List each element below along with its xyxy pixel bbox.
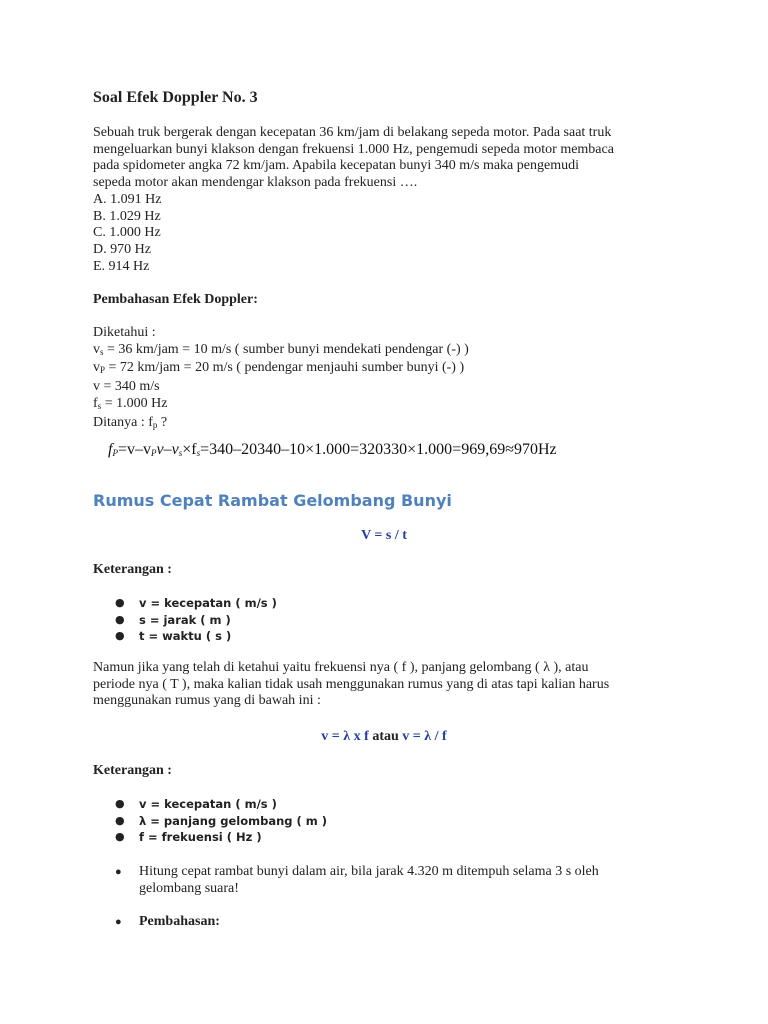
known-values [93,325,683,433]
question-line: sepeda motor akan mendengar klakson pada frekuensi …. [93,175,418,191]
bullet-icon: ● [115,813,125,827]
option-a: A. 1.091 Hz [93,191,162,207]
pembahasan-item: ● Pembahasan: [115,914,220,929]
list-item: ● λ = panjang gelombang ( m ) [115,813,327,828]
list-item: ● f = frekuensi ( Hz ) [115,830,262,845]
keterangan-label-1: Keterangan : [93,562,172,577]
paragraph-line: periode nya ( T ), maka kalian tidak usah menggunakan rumus yang di atas tapi kalian harus [93,676,610,692]
option-c: C. 1.000 Hz [93,225,161,241]
bullet-icon: ● [115,866,122,878]
solution-heading: Pembahasan Efek Doppler: [93,292,258,307]
page-title: Soal Efek Doppler No. 3 [93,89,258,106]
option-b: B. 1.029 Hz [93,208,161,224]
section-heading: Rumus Cepat Rambat Gelombang Bunyi [93,491,452,510]
list-item: ● v = kecepatan ( m/s ) [115,596,277,610]
pembahasan-list [93,914,220,931]
exercise-list [93,864,693,897]
paragraph-line: menggunakan rumus yang di bawah ini : [93,693,321,709]
asked: Ditanya : $f_p$ ? [93,414,168,430]
known-v: v = 340 m/s [93,379,160,395]
bullet-icon: ● [115,612,125,626]
bullet-icon: ● [115,629,125,643]
bullet-icon: ● [115,830,125,844]
question-paragraph [93,125,683,275]
explanation-paragraph [93,660,683,710]
option-d: D. 970 Hz [93,241,151,257]
question-line: Sebuah truk bergerak dengan kecepatan 36 km/jam di belakang sepeda motor. Pada saat truk [93,125,612,140]
keterangan-label-2: Keterangan : [93,763,172,778]
known-vp: $v_P = 72$ km/jam = 20 m/s ( pendengar menjauhi sumber bunyi (-) ) [93,360,465,376]
doppler-formula: $f_P=v-v_Pv-v_s\times f_s=340-20340-10\times 1.000=320330\times 1.000=969,69\approx 970Hz$ [108,441,557,458]
keterangan-list-1 [93,595,277,645]
formula-v-s-t: V = s / t [361,528,407,543]
question-line: pada spidometer angka 72 km/jam. Apabila kecepatan bunyi 340 m/s maka pengemudi [93,158,579,174]
formula-wave: v = λ x f atau v = λ / f [321,729,447,744]
known-vs: $v_s = 36$ km/jam = 10 m/s ( sumber bunyi mendekati pendengar (-) ) [93,341,469,357]
question-line: mengeluarkan bunyi klakson dengan frekuensi 1.000 Hz, pengemudi sepeda motor membaca [93,141,614,157]
exercise-item: ● Hitung cepat rambat bunyi dalam air, bila jarak 4.320 m ditempuh selama 3 s oleh gelombang suara! [115,864,599,896]
paragraph-line: Namun jika yang telah di ketahui yaitu frekuensi nya ( f ), panjang gelombang ( λ ), atau [93,660,589,675]
list-item: ● t = waktu ( s ) [115,629,232,644]
option-e: E. 914 Hz [93,258,150,274]
list-item: ● v = kecepatan ( m/s ) [115,797,277,811]
bullet-icon: ● [115,596,125,609]
bullet-icon: ● [115,797,125,810]
keterangan-list-2 [93,796,327,846]
known-label: Diketahui : [93,325,156,340]
bullet-icon: ● [115,916,122,928]
known-fs: $f_s = 1.000$ Hz [93,395,168,411]
list-item: ● s = jarak ( m ) [115,612,231,627]
